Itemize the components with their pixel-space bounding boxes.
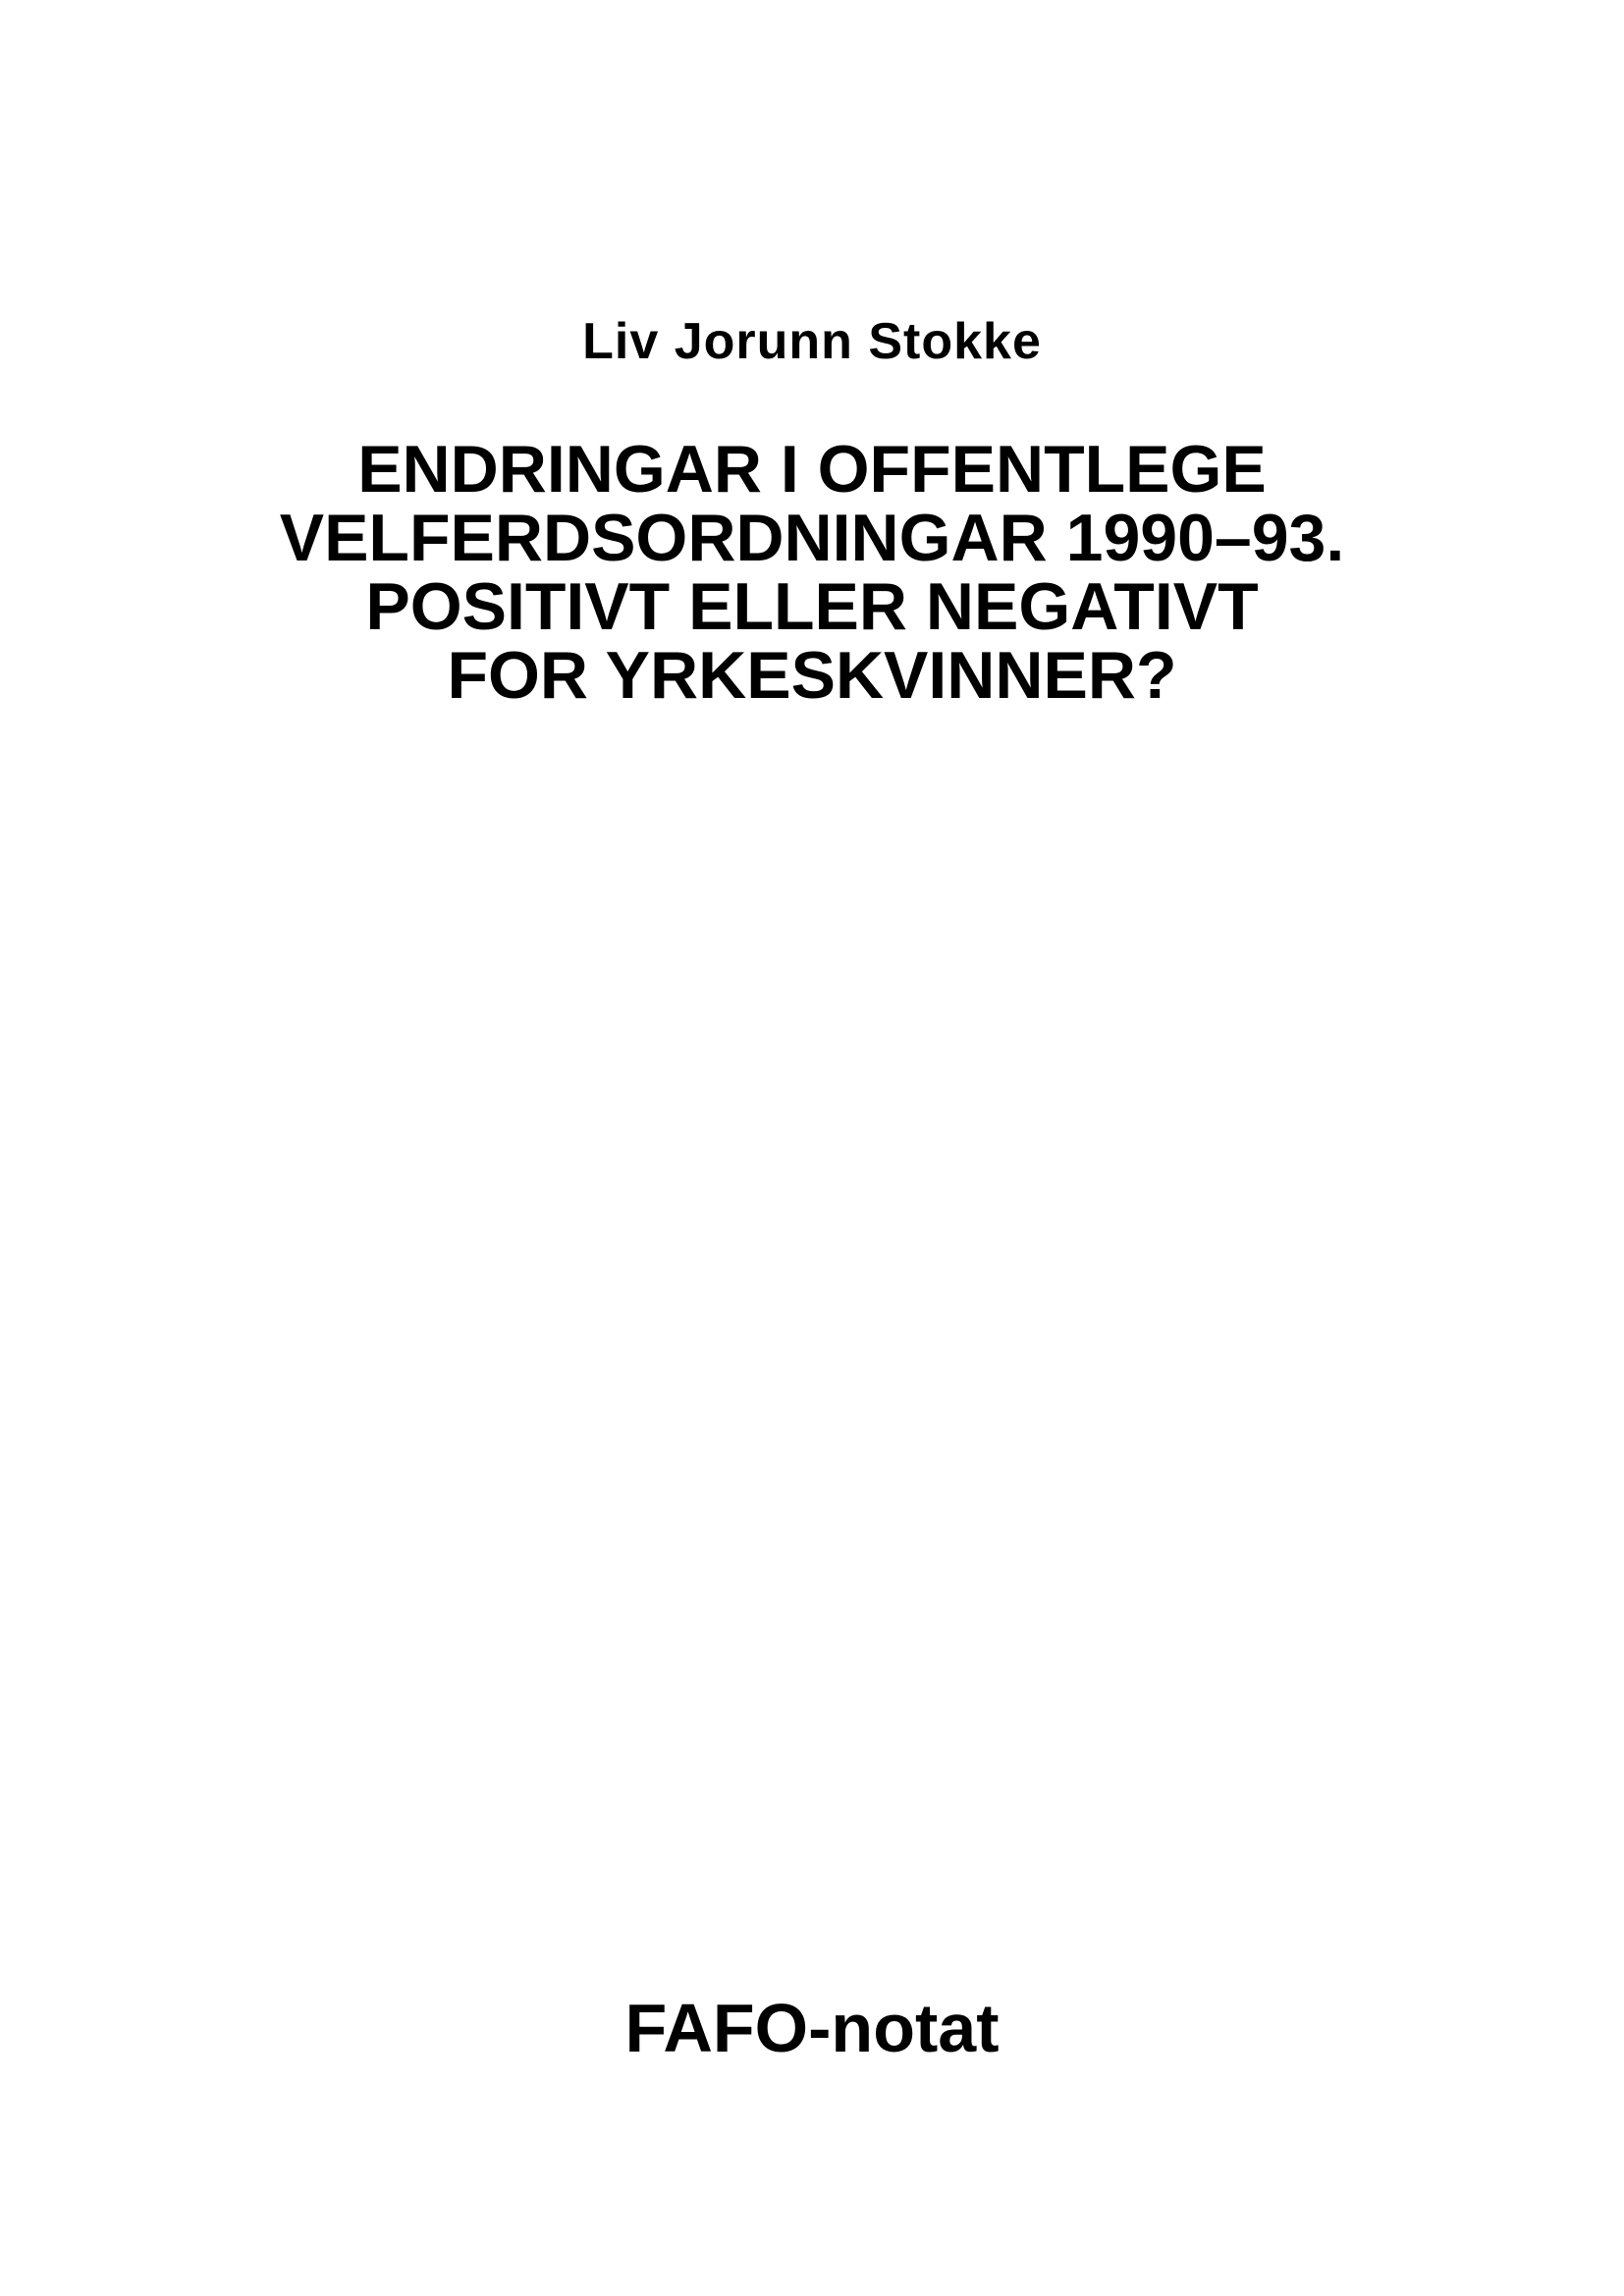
title-line-4: FOR YRKESKVINNER? [447,638,1177,713]
title-line-2: VELFERDSORDNINGAR 1990–93. [279,501,1345,575]
title-line-1: ENDRINGAR I OFFENTLEGE [357,432,1267,507]
title-line-3: POSITIVT ELLER NEGATIVT [365,569,1259,644]
publication-series-label: FAFO-notat [624,1990,1000,2066]
document-title [0,432,1624,713]
author-name: Liv Jorunn Stokke [582,313,1042,370]
